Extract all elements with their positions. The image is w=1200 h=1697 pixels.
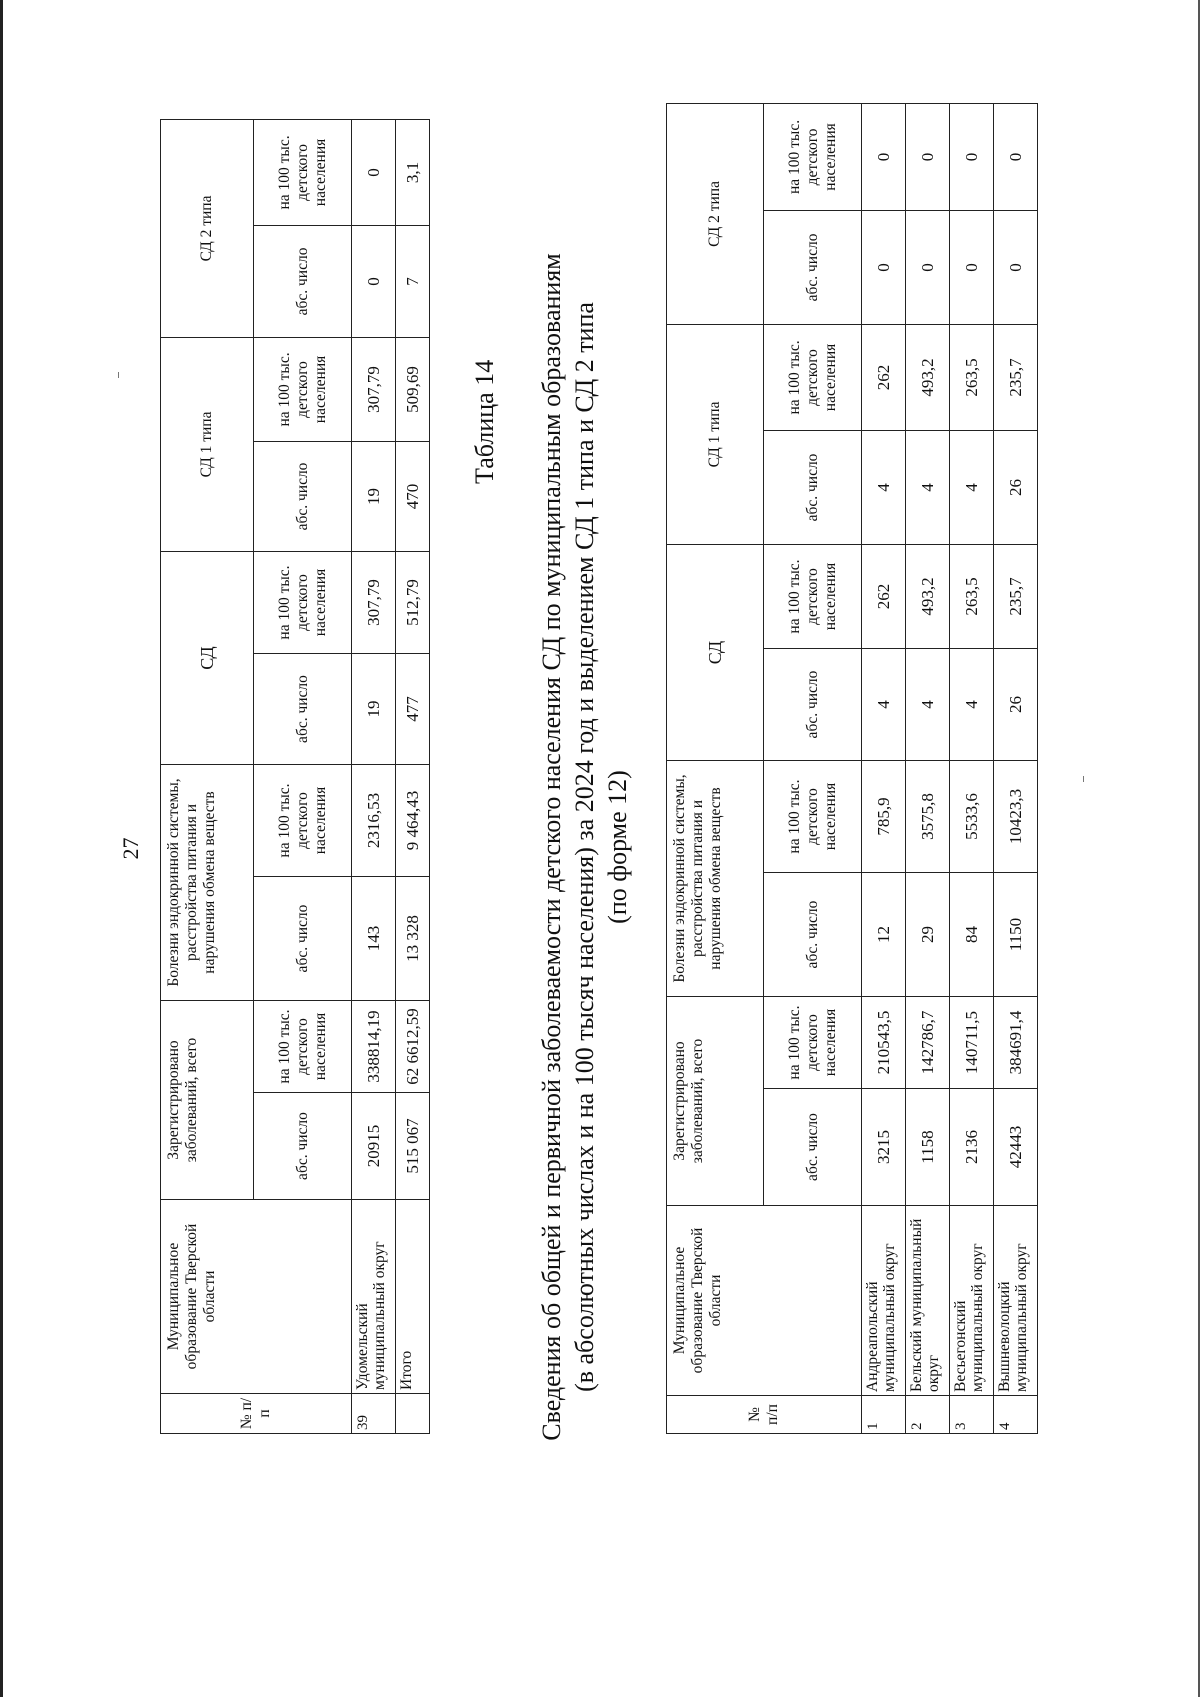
table-cell: 3215 (862, 1089, 906, 1206)
header-abs: абс. число (254, 441, 352, 551)
table-14 (666, 103, 1038, 1434)
municipality-name: Бельский муниципальный округ (906, 1206, 950, 1396)
header-per100k: на 100 тыс. детского населения (254, 551, 352, 653)
table-cell: 493,2 (906, 544, 950, 648)
table-cell: 26 (994, 430, 1038, 544)
table-cell: 4 (906, 430, 950, 544)
header-per100k: на 100 тыс. детского населения (764, 324, 862, 430)
municipality-name: Итого (396, 1200, 430, 1394)
table-cell: 263,5 (950, 324, 994, 430)
header-abs: абс. число (764, 649, 862, 761)
table-cell: 5533,6 (950, 761, 994, 873)
header-registered: Зарегистрировано заболеваний, всего (667, 997, 764, 1206)
table-cell: 210543,5 (862, 997, 906, 1089)
table-cell: 470 (396, 441, 430, 551)
table-cell: 4 (950, 649, 994, 761)
header-num: № п/п (667, 1396, 862, 1434)
table-cell: 0 (352, 225, 396, 337)
table-cell: 7 (396, 225, 430, 337)
municipality-name: Весьегонский муниципальный округ (950, 1206, 994, 1396)
table-cell: 4 (906, 649, 950, 761)
header-registered: Зарегистрировано заболеваний, всего (161, 1001, 254, 1200)
row-number: 3 (950, 1396, 994, 1434)
caption-line-3: (по форме 12) (603, 770, 632, 924)
table-label: Таблица 14 (470, 359, 499, 484)
table-cell: 84 (950, 873, 994, 997)
header-abs: абс. число (254, 1093, 352, 1200)
header-per100k: на 100 тыс. детского населения (764, 103, 862, 210)
page-number: 27 (118, 837, 143, 860)
table-row (994, 103, 1038, 1433)
table-cell: 0 (862, 210, 906, 324)
table-cell: 262 (862, 324, 906, 430)
table-cell: 0 (994, 103, 1038, 210)
table-caption (535, 117, 634, 1577)
table-cell: 9 464,43 (396, 765, 430, 877)
row-number (396, 1394, 430, 1434)
header-abs: абс. число (254, 654, 352, 765)
table-cell: 2316,53 (352, 765, 396, 877)
row-number: 2 (906, 1396, 950, 1434)
table-row (906, 103, 950, 1433)
header-sd: СД (667, 544, 764, 760)
table-cell: 515 067 (396, 1093, 430, 1200)
header-per100k: на 100 тыс. детского населения (254, 765, 352, 877)
table-cell: 493,2 (906, 324, 950, 430)
table-cell: 143 (352, 877, 396, 1001)
header-per100k: на 100 тыс. детского населения (764, 997, 862, 1089)
table-cell: 512,79 (396, 551, 430, 653)
table-cell: 477 (396, 654, 430, 765)
header-per100k: на 100 тыс. детского населения (254, 337, 352, 441)
header-abs: абс. число (764, 210, 862, 324)
table-cell: 0 (994, 210, 1038, 324)
header-abs: абс. число (254, 225, 352, 337)
table-cell: 62 6612,59 (396, 1001, 430, 1093)
header-per100k: на 100 тыс. детского населения (254, 119, 352, 225)
table-row (862, 103, 906, 1433)
header-endocrine: Болезни эндокринной системы, расстройства питания и нарушения обмена веществ (161, 765, 254, 1001)
table-cell: 0 (906, 210, 950, 324)
table-cell: 19 (352, 654, 396, 765)
table-cell: 142786,7 (906, 997, 950, 1089)
header-per100k: на 100 тыс. детского населения (764, 544, 862, 648)
municipality-name: Вышневолоцкий муниципальный округ (994, 1206, 1038, 1396)
row-number: 1 (862, 1396, 906, 1434)
header-per100k: на 100 тыс. детского населения (254, 1001, 352, 1093)
table-cell: 235,7 (994, 324, 1038, 430)
header-sd2: СД 2 типа (667, 103, 764, 324)
header-municipality: Муниципальное образование Тверской области (161, 1200, 352, 1394)
table-cell: 235,7 (994, 544, 1038, 648)
table-cell: 20915 (352, 1093, 396, 1200)
table-cell: 0 (352, 119, 396, 225)
table-cell: 1158 (906, 1089, 950, 1206)
header-sd1: СД 1 типа (161, 337, 254, 551)
table-cell: 140711,5 (950, 997, 994, 1089)
header-abs: абс. число (764, 1089, 862, 1206)
table-cell: 785,9 (862, 761, 906, 873)
table-cell: 384691,4 (994, 997, 1038, 1089)
table-cell: 2136 (950, 1089, 994, 1206)
caption-line-2: (в абсолютных числах и на 100 тысяч населения) за 2024 год и выделением СД 1 типа и СД 2 типа (570, 302, 599, 1392)
table-cell: 509,69 (396, 337, 430, 441)
table-cell: 263,5 (950, 544, 994, 648)
caption-line-1: Сведения об общей и первичной заболеваемости детского населения СД по муниципальным образованиям (537, 253, 566, 1441)
header-endocrine: Болезни эндокринной системы, расстройства питания и нарушения обмена веществ (667, 761, 764, 997)
table-cell: 262 (862, 544, 906, 648)
table-cell: 307,79 (352, 551, 396, 653)
table-cell: 12 (862, 873, 906, 997)
table-cell: 0 (906, 103, 950, 210)
header-sd2: СД 2 типа (161, 119, 254, 337)
table-cell: 10423,3 (994, 761, 1038, 873)
header-abs: абс. число (764, 873, 862, 997)
table-cell: 0 (862, 103, 906, 210)
table-cell: 4 (950, 430, 994, 544)
table-cell: 29 (906, 873, 950, 997)
table-cell: 338814,19 (352, 1001, 396, 1093)
table-cell: 3575,8 (906, 761, 950, 873)
municipality-name: Андреапольский муниципальный округ (862, 1206, 906, 1396)
header-abs: абс. число (254, 877, 352, 1001)
municipality-name: Удомельский муниципальный округ (352, 1200, 396, 1394)
table-top (160, 119, 430, 1434)
table-cell: 0 (950, 210, 994, 324)
header-municipality: Муниципальное образование Тверской области (667, 1206, 862, 1396)
table-cell: 0 (950, 103, 994, 210)
table-row (352, 119, 396, 1433)
table-cell: 307,79 (352, 337, 396, 441)
header-num: № п/п (161, 1394, 352, 1434)
table-row (396, 119, 430, 1433)
table-row (950, 103, 994, 1433)
table-cell: 19 (352, 441, 396, 551)
table-cell: 1150 (994, 873, 1038, 997)
table-cell: 26 (994, 649, 1038, 761)
row-number: 4 (994, 1396, 1038, 1434)
table-cell: 13 328 (396, 877, 430, 1001)
table-cell: 3,1 (396, 119, 430, 225)
row-number: 39 (352, 1394, 396, 1434)
header-abs: абс. число (764, 430, 862, 544)
header-sd1: СД 1 типа (667, 324, 764, 544)
table-cell: 4 (862, 430, 906, 544)
header-sd: СД (161, 551, 254, 764)
table-cell: 4 (862, 649, 906, 761)
table-cell: 42443 (994, 1089, 1038, 1206)
header-per100k: на 100 тыс. детского населения (764, 761, 862, 873)
